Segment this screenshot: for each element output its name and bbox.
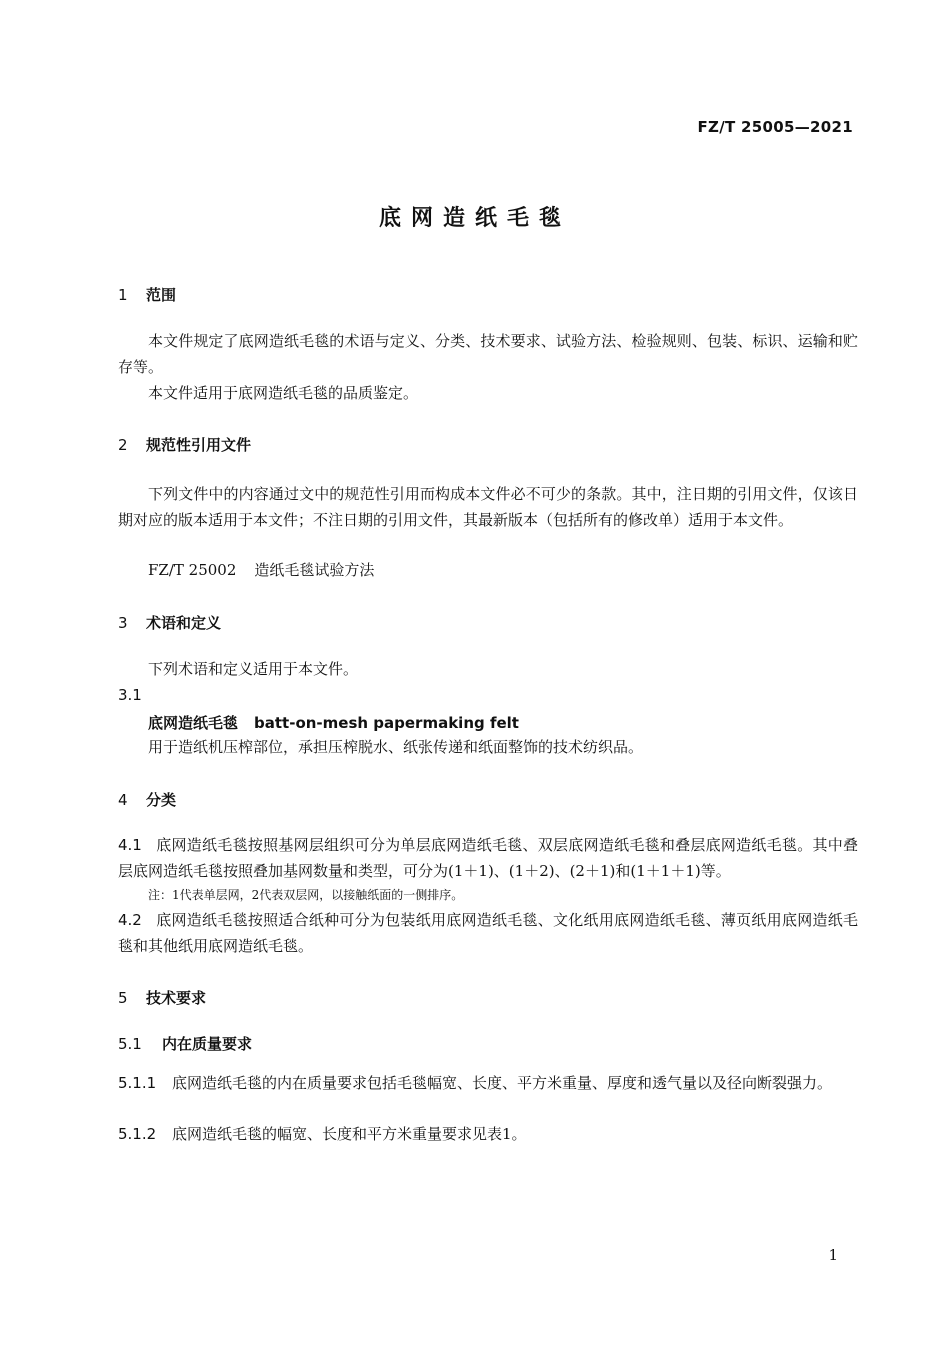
section-number: 5	[118, 989, 128, 1007]
term-definition: 用于造纸机压榨部位，承担压榨脱水、纸张传递和纸面整饰的技术纺织品。	[148, 738, 644, 756]
section-number: 2	[118, 436, 128, 454]
subsection-number: 5.1	[118, 1035, 142, 1053]
section-title: 技术要求	[146, 989, 207, 1007]
clause-number: 5.1.1	[118, 1074, 157, 1092]
section-1-paragraph-1: 本文件规定了底网造纸毛毯的术语与定义、分类、技术要求、试验方法、检验规则、包装、标识、运输和贮存等。	[118, 332, 858, 376]
section-3-heading	[118, 612, 221, 633]
clause-number: 4.1	[118, 836, 142, 854]
section-1-paragraph-2: 本文件适用于底网造纸毛毯的品质鉴定。	[148, 384, 419, 402]
clause-4-2	[118, 907, 858, 959]
subsection-5-1-heading	[118, 1033, 252, 1054]
note: 注：1代表单层网，2代表双层网，以接触纸面的一侧排序。	[148, 888, 464, 902]
term-chinese: 底网造纸毛毯	[148, 714, 239, 732]
clause-number: 4.2	[118, 911, 142, 929]
clause-number: 5.1.2	[118, 1125, 157, 1143]
section-3-paragraph-1: 下列术语和定义适用于本文件。	[148, 660, 359, 678]
section-1-heading	[118, 284, 176, 305]
section-2-heading	[118, 434, 251, 455]
term-number: 3.1	[118, 686, 142, 704]
term-english: batt-on-mesh papermaking felt	[254, 714, 519, 732]
section-2-paragraph-1: 下列文件中的内容通过文中的规范性引用而构成本文件必不可少的条款。其中，注日期的引用文件，仅该日期对应的版本适用于本文件；不注日期的引用文件，其最新版本（包括所有的修改单）适用于本文件。	[118, 485, 858, 529]
subsection-title: 内在质量要求	[162, 1035, 253, 1053]
section-number: 1	[118, 286, 128, 304]
section-4-heading	[118, 789, 176, 810]
clause-5-1-2	[118, 1121, 858, 1147]
clause-text: 底网造纸毛毯按照适合纸种可分为包装纸用底网造纸毛毯、文化纸用底网造纸毛毯、薄页纸用底网造纸毛毯和其他纸用底网造纸毛毯。	[118, 911, 858, 955]
page-number: 1	[828, 1246, 838, 1264]
section-5-heading	[118, 987, 206, 1008]
term-entry	[148, 710, 519, 736]
clause-4-1	[118, 832, 858, 884]
section-number: 3	[118, 614, 128, 632]
section-title: 术语和定义	[146, 614, 222, 632]
normative-reference	[148, 557, 374, 583]
section-title: 范围	[146, 286, 177, 304]
section-title: 规范性引用文件	[146, 436, 252, 454]
section-number: 4	[118, 791, 128, 809]
standard-number: FZ/T 25005—2021	[697, 118, 853, 136]
section-title: 分类	[146, 791, 177, 809]
clause-text: 底网造纸毛毯按照基网层组织可分为单层底网造纸毛毯、双层底网造纸毛毯和叠层底网造纸毛毯。其中叠层底网造纸毛毯按照叠加基网数量和类型，可分为(1＋1)、(1＋2)、(2＋1)和(1＋1＋1)等。	[118, 836, 858, 880]
reference-code: FZ/T 25002	[148, 561, 237, 579]
clause-5-1-1	[118, 1070, 858, 1096]
reference-title: 造纸毛毯试验方法	[254, 561, 375, 579]
clause-text: 底网造纸毛毯的幅宽、长度和平方米重量要求见表1。	[172, 1125, 527, 1143]
document-title: 底网造纸毛毯	[378, 206, 571, 231]
clause-text: 底网造纸毛毯的内在质量要求包括毛毯幅宽、长度、平方米重量、厚度和透气量以及径向断裂强力。	[172, 1074, 833, 1092]
